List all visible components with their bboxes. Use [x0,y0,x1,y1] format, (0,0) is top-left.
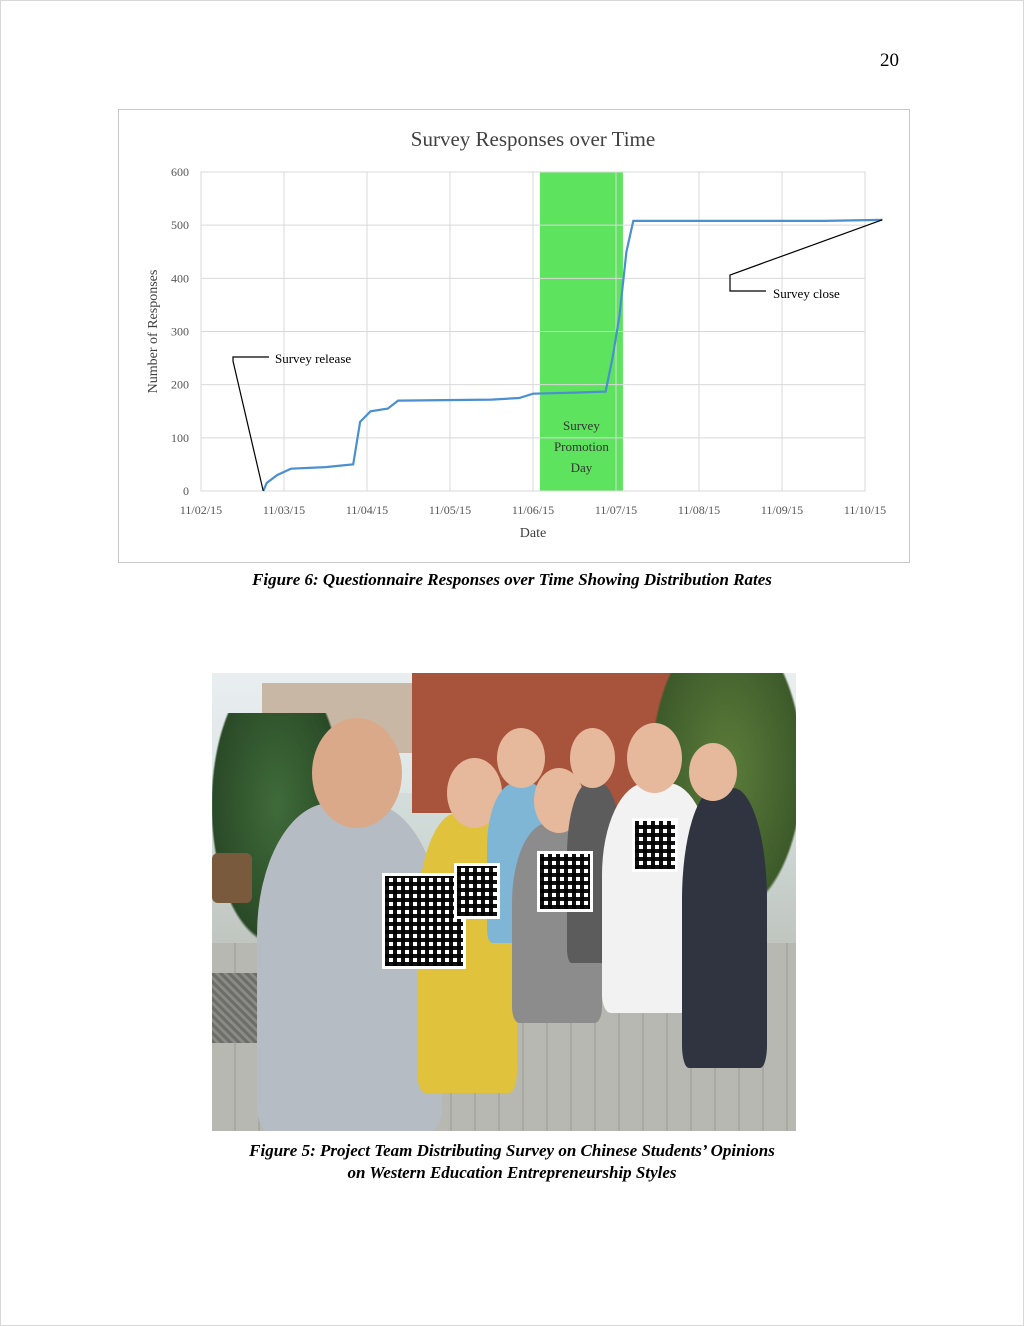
qr-code-flyer-2 [454,863,500,919]
x-tick-label: 11/05/15 [428,503,472,517]
figure6-caption: Figure 6: Questionnaire Responses over Time Showing Distribution Rates [252,570,772,589]
page-number: 20 [880,50,899,71]
x-axis-label: Date [519,526,547,541]
x-tick-label: 11/02/15 [179,503,223,517]
chart-title: Survey Responses over Time [410,127,656,151]
x-tick-label: 11/06/15 [511,503,555,517]
promotion-day-label: Day [570,460,593,475]
y-tick-label: 500 [171,218,189,233]
team-photo [212,673,796,1131]
figure5-caption-line1: Figure 5: Project Team Distributing Survey on Chinese Students’ Opinions [249,1141,775,1160]
person-5-head [570,728,615,788]
person-7-head [689,743,737,801]
survey-release-annotation: Survey release [275,351,352,366]
person-7 [682,788,767,1068]
x-tick-label: 11/07/15 [594,503,638,517]
figure5-caption [0,1140,1024,1184]
survey-close-callout-line [730,220,882,291]
survey-release-callout-line [233,357,269,491]
qr-code-flyer-3 [537,851,593,912]
y-tick-label: 400 [171,271,189,286]
y-tick-label: 300 [171,324,189,339]
person-3-head [497,728,545,788]
promotion-day-label: Promotion [553,439,609,454]
promotion-day-label: Survey [562,418,600,433]
x-tick-label: 11/04/15 [345,503,389,517]
person-6-head [627,723,682,793]
photo-plant-pot [212,853,252,903]
y-tick-label: 600 [171,165,189,179]
y-axis-label: Number of Responses [146,269,161,394]
qr-code-flyer-4 [632,818,678,872]
chart-frame [118,109,910,563]
x-tick-label: 11/08/15 [677,503,721,517]
x-tick-label: 11/09/15 [760,503,804,517]
x-tick-label: 11/03/15 [262,503,306,517]
y-tick-label: 0 [183,484,189,498]
y-tick-label: 100 [171,430,189,445]
y-tick-label: 200 [171,377,189,392]
survey-close-annotation: Survey close [773,286,840,301]
person-1-head [312,718,402,828]
figure5-caption-line2: on Western Education Entrepreneurship Styles [347,1163,677,1182]
survey-responses-chart [119,110,909,562]
x-tick-label: 11/10/15 [843,503,887,517]
